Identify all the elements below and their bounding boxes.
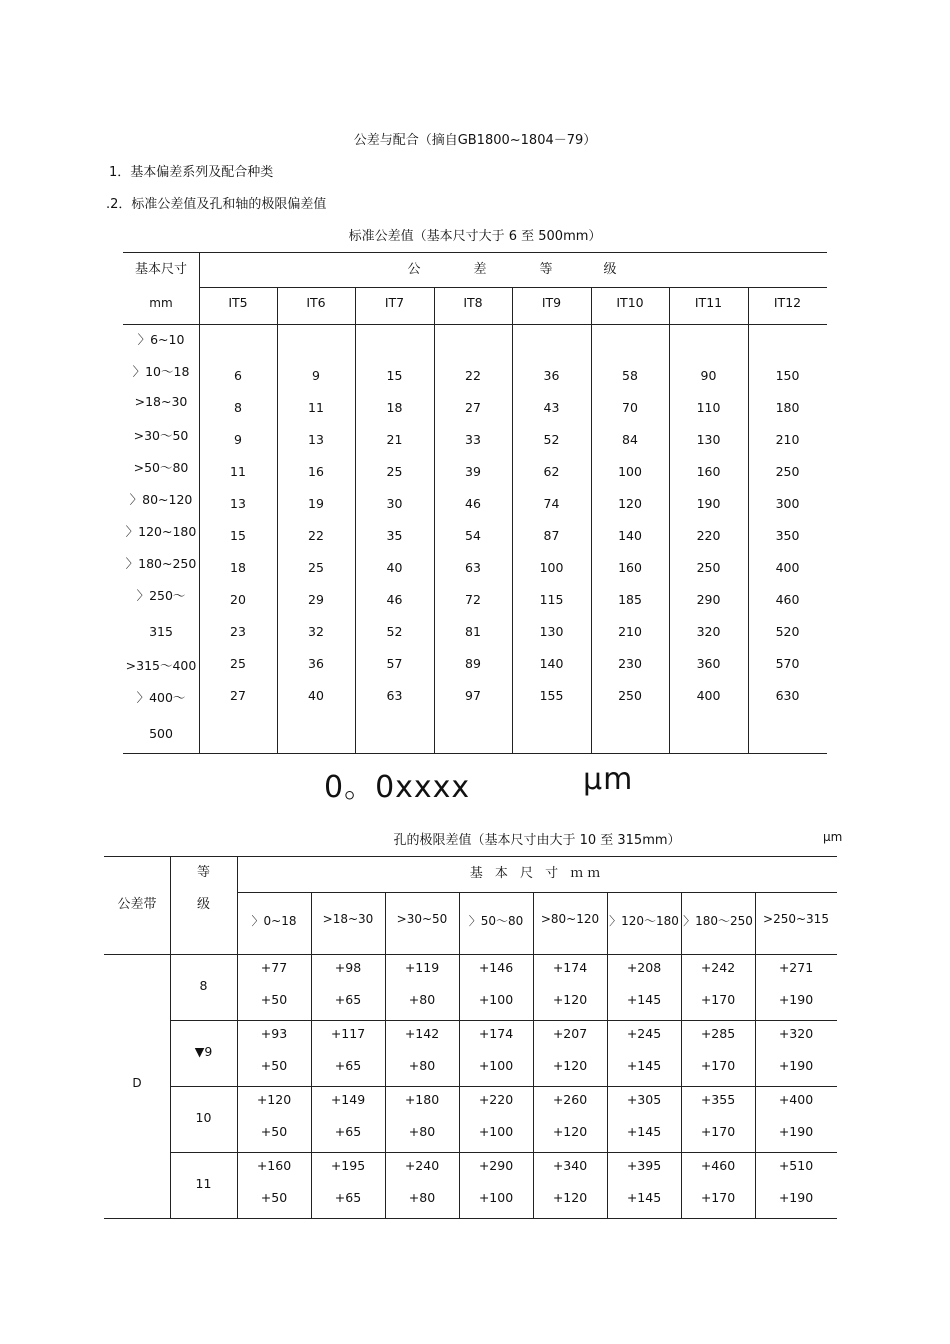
table1-value-cell: 180 — [775, 400, 800, 415]
table2-lower-deviation: +80 — [408, 1190, 436, 1205]
table1-value-cell: 46 — [386, 592, 403, 607]
table1-value-cell: 58 — [622, 368, 638, 383]
table1-col-divider — [591, 287, 592, 754]
table1-footer-value: 0。0xxxx — [324, 770, 471, 805]
table1-size-range: 〉80~120 — [129, 492, 193, 507]
table2-upper-deviation: +340 — [552, 1158, 588, 1173]
table2-upper-deviation: +460 — [700, 1158, 736, 1173]
table2-upper-deviation: +146 — [478, 960, 514, 975]
table1-value-cell: 72 — [465, 592, 481, 607]
table2-upper-deviation: +149 — [330, 1092, 366, 1107]
table1-value-cell: 84 — [622, 432, 638, 447]
table1-value-cell: 320 — [696, 624, 721, 639]
table2-upper-deviation: +260 — [552, 1092, 588, 1107]
table1-value-cell: 350 — [775, 528, 800, 543]
table1-value-cell: 97 — [465, 688, 481, 703]
table1-value-cell: 90 — [700, 368, 717, 383]
table2-lower-deviation: +65 — [334, 1058, 362, 1073]
table2-lower-deviation: +190 — [778, 1058, 814, 1073]
table2-upper-deviation: +119 — [404, 960, 440, 975]
table2-upper-deviation: +245 — [626, 1026, 662, 1041]
table2-lower-deviation: +100 — [478, 1058, 514, 1073]
table1-value-cell: 11 — [308, 400, 324, 415]
table1-value-cell: 46 — [465, 496, 481, 511]
table2-upper-deviation: +174 — [552, 960, 588, 975]
table1-value-cell: 100 — [539, 560, 564, 575]
table1-grade-header-char: 等 — [539, 262, 553, 277]
table1-grade-label: IT9 — [541, 295, 562, 310]
table2-upper-deviation: +320 — [778, 1026, 814, 1041]
table2-group-divider — [170, 1020, 837, 1021]
table1-value-cell: 63 — [465, 560, 481, 575]
table1-value-cell: 19 — [308, 496, 324, 511]
table1-value-cell: 25 — [308, 560, 324, 575]
table1-value-cell: 25 — [230, 656, 246, 671]
table1-value-cell: 11 — [230, 464, 246, 479]
table2-upper-deviation: +77 — [260, 960, 288, 975]
table2-upper-deviation: +142 — [404, 1026, 440, 1041]
table2-upper-deviation: +395 — [626, 1158, 662, 1173]
table2-upper-deviation: +208 — [626, 960, 662, 975]
table2-upper-deviation: +400 — [778, 1092, 814, 1107]
table1-value-cell: 15 — [386, 368, 403, 383]
table1-value-cell: 63 — [386, 688, 403, 703]
table1-value-cell: 160 — [696, 464, 721, 479]
table1-grade-label: IT10 — [616, 295, 644, 310]
table1-col-divider — [748, 287, 749, 754]
table1-size-range: 315 — [149, 624, 173, 639]
table2-upper-deviation: +242 — [700, 960, 736, 975]
table2-group-divider — [170, 1152, 837, 1153]
table2-grade-value: 10 — [195, 1110, 212, 1125]
table2-lower-deviation: +100 — [478, 992, 514, 1007]
table1-size-range: >315～400 — [125, 658, 197, 673]
table2-upper-deviation: +510 — [778, 1158, 814, 1173]
table1-value-cell: 87 — [543, 528, 560, 543]
table1-value-cell: 160 — [618, 560, 642, 575]
table1-value-cell: 18 — [386, 400, 403, 415]
table2-upper-deviation: +174 — [478, 1026, 514, 1041]
table2-upper-deviation: +180 — [404, 1092, 440, 1107]
table1-value-cell: 52 — [386, 624, 403, 639]
table1-value-cell: 15 — [230, 528, 246, 543]
table2-lower-deviation: +65 — [334, 992, 362, 1007]
table2-lower-deviation: +190 — [778, 992, 814, 1007]
table2-lower-deviation: +190 — [778, 1124, 814, 1139]
table2-lower-deviation: +120 — [552, 1124, 588, 1139]
table1-value-cell: 115 — [539, 592, 564, 607]
table2-upper-deviation: +117 — [330, 1026, 366, 1041]
table2-top-border — [104, 856, 837, 857]
table2-size-range: 〉120～180 — [609, 914, 679, 928]
table1-value-cell: 630 — [775, 688, 800, 703]
table1-col-divider — [669, 287, 670, 754]
table1-value-cell: 81 — [465, 624, 481, 639]
table1-col-divider — [355, 287, 356, 754]
table2-upper-deviation: +220 — [478, 1092, 514, 1107]
table1-value-cell: 16 — [308, 464, 324, 479]
table1-size-range: 〉10～18 — [132, 364, 190, 379]
table2-upper-deviation: +195 — [330, 1158, 366, 1173]
table2-unit: μm — [823, 830, 843, 844]
table1-value-cell: 36 — [308, 656, 324, 671]
table2-bottom-border — [104, 1218, 837, 1219]
table1-value-cell: 220 — [696, 528, 721, 543]
table1-size-range: 〉180~250 — [125, 556, 197, 571]
table2-lower-deviation: +50 — [260, 1124, 288, 1139]
table1-value-cell: 52 — [543, 432, 560, 447]
table2-upper-deviation: +240 — [404, 1158, 440, 1173]
table1-value-cell: 36 — [543, 368, 560, 383]
table1-col-divider — [512, 287, 513, 754]
table1-value-cell: 140 — [539, 656, 564, 671]
table1-value-cell: 6 — [234, 368, 242, 383]
table2-upper-deviation: +98 — [334, 960, 362, 975]
table2-lower-deviation: +120 — [552, 1190, 588, 1205]
table1-grade-label: IT8 — [463, 295, 483, 310]
table1-grade-label: IT7 — [384, 295, 405, 310]
table1-value-cell: 400 — [775, 560, 800, 575]
table2-lower-deviation: +80 — [408, 992, 436, 1007]
table1-grade-label: IT5 — [228, 295, 248, 310]
table1-value-cell: 35 — [386, 528, 403, 543]
table2-size-header: 基 本 尺 寸 ｍｍ — [469, 866, 605, 881]
table1-value-cell: 70 — [622, 400, 638, 415]
table1-value-cell: 140 — [618, 528, 642, 543]
table1-value-cell: 13 — [230, 496, 246, 511]
table1-value-cell: 190 — [696, 496, 721, 511]
table1-value-cell: 9 — [234, 432, 242, 447]
table1-value-cell: 110 — [696, 400, 721, 415]
table1-value-cell: 230 — [618, 656, 642, 671]
table1-value-cell: 250 — [775, 464, 800, 479]
table1-size-range: 〉6~10 — [137, 332, 185, 347]
table2-lower-deviation: +120 — [552, 1058, 588, 1073]
table1-value-cell: 89 — [465, 656, 481, 671]
table2-lower-deviation: +170 — [700, 1058, 736, 1073]
table1-value-cell: 360 — [696, 656, 721, 671]
table1-value-cell: 100 — [618, 464, 642, 479]
table1-value-cell: 20 — [230, 592, 246, 607]
table2-upper-deviation: +355 — [700, 1092, 736, 1107]
table1-value-cell: 400 — [696, 688, 721, 703]
table1-value-cell: 120 — [618, 496, 642, 511]
table1-grade-label: IT6 — [306, 295, 326, 310]
table2-grade-value: 11 — [195, 1176, 212, 1191]
table2-lower-deviation: +145 — [626, 1058, 662, 1073]
table2-size-range: 〉0~18 — [251, 914, 297, 928]
table1-caption: 标准公差值（基本尺寸大于 6 至 500mm） — [348, 229, 602, 244]
table1-value-cell: 40 — [386, 560, 403, 575]
table1-value-cell: 185 — [618, 592, 642, 607]
table1-size-range: 500 — [149, 726, 173, 741]
table1-value-cell: 29 — [308, 592, 324, 607]
table1-value-cell: 8 — [234, 400, 242, 415]
table2-size-range: >18~30 — [322, 912, 374, 926]
table1-size-range: 〉400～ — [136, 690, 186, 705]
section-heading-2: .2．标准公差值及孔和轴的极限偏差值 — [106, 197, 327, 212]
doc-title: 公差与配合（摘自GB1800~1804－79） — [353, 133, 597, 148]
table1-value-cell: 43 — [543, 400, 560, 415]
table2-lower-deviation: +190 — [778, 1190, 814, 1205]
table1-value-cell: 22 — [308, 528, 324, 543]
table1-header-bottom — [123, 324, 827, 325]
table1-value-cell: 210 — [775, 432, 800, 447]
table2-header-divider — [237, 892, 837, 893]
table2-upper-deviation: +305 — [626, 1092, 662, 1107]
table2-zone-value: D — [132, 1076, 142, 1090]
table2-grade-value: ▼9 — [194, 1044, 213, 1059]
table1-value-cell: 39 — [465, 464, 481, 479]
table1-value-cell: 23 — [230, 624, 246, 639]
table1-value-cell: 9 — [312, 368, 320, 383]
table1-value-cell: 520 — [775, 624, 800, 639]
table2-upper-deviation: +120 — [256, 1092, 292, 1107]
table2-caption: 孔的极限差值（基本尺寸由大于 10 至 315mm） — [393, 833, 681, 848]
table2-size-range: 〉180～250 — [683, 914, 753, 928]
table2-lower-deviation: +145 — [626, 1190, 662, 1205]
table2-lower-deviation: +120 — [552, 992, 588, 1007]
table2-upper-deviation: +271 — [778, 960, 814, 975]
table1-size-range: >50～80 — [133, 460, 189, 475]
table1-value-cell: 21 — [386, 432, 403, 447]
table1-value-cell: 150 — [775, 368, 800, 383]
table2-lower-deviation: +50 — [260, 1190, 288, 1205]
table2-size-range: >80~120 — [540, 912, 600, 926]
table2-group-divider — [170, 1086, 837, 1087]
table1-value-cell: 250 — [696, 560, 721, 575]
table1-value-cell: 18 — [230, 560, 246, 575]
table2-upper-deviation: +207 — [552, 1026, 588, 1041]
table1-value-cell: 40 — [308, 688, 324, 703]
table1-size-header: 基本尺寸 — [134, 262, 187, 277]
table2-lower-deviation: +50 — [260, 992, 288, 1007]
table1-value-cell: 32 — [308, 624, 324, 639]
table1-value-cell: 130 — [696, 432, 721, 447]
table2-lower-deviation: +170 — [700, 1124, 736, 1139]
table2-lower-deviation: +145 — [626, 992, 662, 1007]
table1-value-cell: 27 — [230, 688, 246, 703]
table1-value-cell: 22 — [465, 368, 481, 383]
table2-grade-value: 8 — [199, 978, 208, 993]
table1-top-border — [123, 252, 827, 253]
section-heading-1: 1．基本偏差系列及配合种类 — [109, 165, 274, 180]
table1-header-divider — [199, 287, 827, 288]
table1-size-range: >30～50 — [133, 428, 189, 443]
table1-value-cell: 570 — [775, 656, 800, 671]
table1-value-cell: 57 — [386, 656, 403, 671]
table1-grade-header-char: 级 — [603, 262, 617, 277]
table2-lower-deviation: +65 — [334, 1124, 362, 1139]
table2-lower-deviation: +170 — [700, 992, 736, 1007]
table2-upper-deviation: +160 — [256, 1158, 292, 1173]
table1-size-range: 〉120~180 — [125, 524, 197, 539]
table1-value-cell: 210 — [618, 624, 642, 639]
table2-upper-deviation: +290 — [478, 1158, 514, 1173]
table1-bottom-border — [123, 753, 827, 754]
table2-lower-deviation: +170 — [700, 1190, 736, 1205]
table2-grade-header-top: 等 — [196, 865, 210, 880]
table2-size-range: >30~50 — [396, 912, 448, 926]
table2-lower-deviation: +80 — [408, 1058, 436, 1073]
table1-grade-label: IT12 — [773, 295, 802, 310]
table2-lower-deviation: +65 — [334, 1190, 362, 1205]
table1-size-range: >18~30 — [134, 394, 188, 409]
table1-value-cell: 62 — [543, 464, 560, 479]
table1-footer-unit: μm — [583, 762, 634, 797]
table1-size-range: 〉250～ — [136, 588, 186, 603]
table1-value-cell: 130 — [539, 624, 564, 639]
table2-size-range: 〉50～80 — [468, 914, 524, 928]
table1-value-cell: 25 — [386, 464, 403, 479]
table2-size-range: >250~315 — [763, 912, 829, 926]
table2-upper-deviation: +93 — [260, 1026, 288, 1041]
table2-lower-deviation: +100 — [478, 1124, 514, 1139]
table1-value-cell: 460 — [775, 592, 800, 607]
table1-col-divider — [434, 287, 435, 754]
table2-lower-deviation: +145 — [626, 1124, 662, 1139]
table2-lower-deviation: +50 — [260, 1058, 288, 1073]
table1-value-cell: 250 — [618, 688, 642, 703]
table2-upper-deviation: +285 — [700, 1026, 736, 1041]
table2-header-bottom — [104, 954, 837, 955]
table1-value-cell: 30 — [386, 496, 403, 511]
table2-lower-deviation: +80 — [408, 1124, 436, 1139]
table1-value-cell: 74 — [543, 496, 560, 511]
table1-value-cell: 300 — [775, 496, 800, 511]
table1-grade-label: IT11 — [694, 295, 723, 310]
table1-value-cell: 290 — [696, 592, 721, 607]
table1-size-unit: mm — [149, 296, 173, 310]
table1-col-divider — [277, 287, 278, 754]
table1-value-cell: 155 — [539, 688, 564, 703]
table1-value-cell: 13 — [308, 432, 324, 447]
table2-zone-header: 公差带 — [117, 897, 157, 912]
table2-grade-header-bottom: 级 — [196, 897, 210, 912]
table1-value-cell: 27 — [465, 400, 481, 415]
table1-value-cell: 54 — [465, 528, 481, 543]
table1-grade-header-char: 差 — [473, 262, 487, 277]
table1-grade-header-char: 公 — [407, 262, 421, 277]
table2-lower-deviation: +100 — [478, 1190, 514, 1205]
table1-value-cell: 33 — [465, 432, 481, 447]
